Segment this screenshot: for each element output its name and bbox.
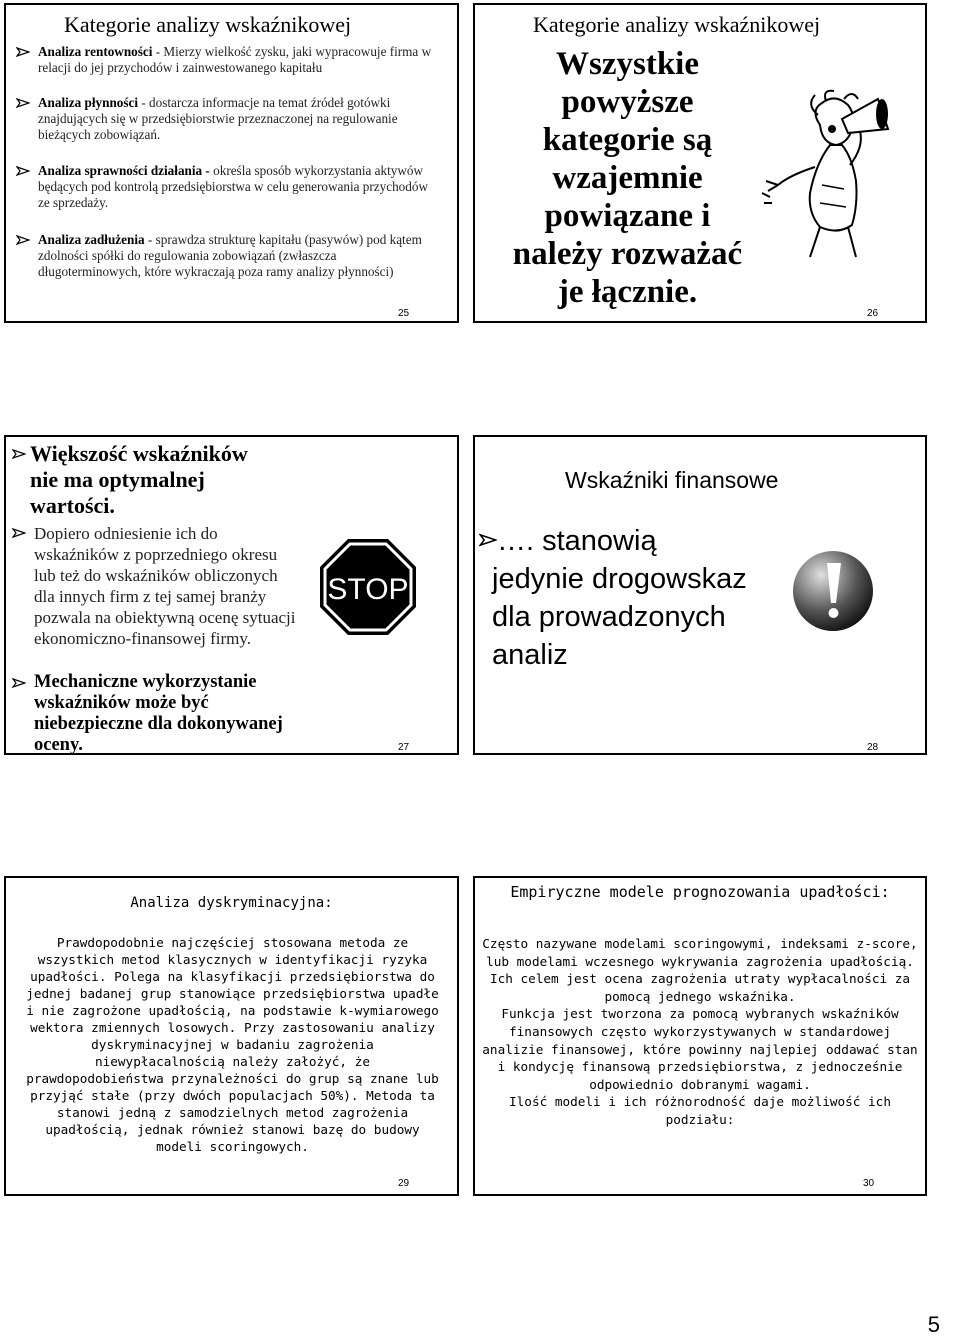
- bullet-text: - dostarcza informacje na temat źródeł gotówki znajdujących się w przedsiębiorstwie przeznaczonej na regulowanie bieżących zobowiązań.: [38, 95, 398, 142]
- slide-25: [4, 3, 459, 323]
- headline-line: Większość wskaźników: [30, 441, 248, 466]
- page-number: 5: [927, 1312, 940, 1337]
- bullet-item: [12, 523, 302, 649]
- slide-number: 25: [398, 308, 410, 319]
- arrow-bullet-icon: [16, 166, 30, 176]
- bullet-item: [16, 95, 441, 143]
- statement-line: jedynie drogowskaz: [492, 563, 747, 595]
- body-paragraph: Ich celem jest ocena zagrożenia utraty wypłacalności za pomocą jednego wskaźnika.: [489, 971, 911, 1004]
- statement-line: je łącznie.: [557, 274, 698, 310]
- arrow-bullet-icon: [12, 678, 26, 688]
- bullet-term: Analiza płynności: [38, 95, 139, 110]
- headline-line: wartości.: [30, 493, 115, 518]
- slide-number: 28: [867, 742, 879, 753]
- bullet-item: [12, 672, 302, 755]
- slide-number: 27: [398, 742, 410, 753]
- bullet-text: Mechaniczne wykorzystanie wskaźników może być niebezpieczne dla dokonywanej oceny.: [34, 672, 283, 755]
- arrow-bullet-icon: [479, 533, 497, 547]
- exclamation-icon: [791, 549, 875, 633]
- slide-28: [473, 435, 927, 755]
- statement-line: należy rozważać: [512, 236, 743, 272]
- bullet-text: - Mierzy wielkość zysku, jaki wypracowuje firma w relacji do jej przychodów i zainwestowanego kapitału: [38, 44, 432, 75]
- slide-30: [473, 876, 927, 1196]
- slide-headline: [12, 441, 312, 519]
- arrow-bullet-icon: [16, 47, 30, 57]
- bullet-item: [16, 163, 441, 211]
- bullet-item: [16, 44, 441, 76]
- slide-number: 26: [867, 308, 879, 319]
- slide-number: 29: [398, 1178, 410, 1189]
- statement-line: kategorie są: [542, 122, 713, 158]
- slide-title: Kategorie analizy wskaźnikowej: [64, 12, 352, 37]
- arrow-bullet-icon: [16, 98, 30, 108]
- statement-line: …. stanowią: [497, 525, 657, 557]
- statement-line: powyższe: [561, 84, 694, 120]
- bullet-term: Analiza sprawności działania -: [38, 163, 210, 178]
- slide-title: Kategorie analizy wskaźnikowej: [533, 12, 821, 37]
- slide-title: Analiza dyskryminacyjna:: [130, 895, 333, 911]
- bullet-item: [16, 232, 441, 280]
- slide-29: [4, 876, 459, 1196]
- slide-26: [473, 3, 927, 323]
- bullet-term: Analiza rentowności: [38, 44, 153, 59]
- stop-sign-text: STOP: [327, 573, 409, 606]
- slide-number: 30: [863, 1178, 875, 1189]
- statement-line: dla prowadzonych: [492, 601, 726, 633]
- slide-statement: [500, 45, 755, 311]
- slide-27: [4, 435, 459, 755]
- arrow-bullet-icon: [12, 528, 26, 538]
- body-paragraph: Funkcja jest tworzona za pomocą wybranych wskaźników finansowych często wykorzystywanych w standardowej analizie finansowej, które powinny najlepiej oddawać stan i kondycję finansową przedsiębiorstwa, z jednocześnie odpowiednio dobranymi wagami.: [482, 1006, 918, 1092]
- statement-line: analiz: [492, 639, 568, 671]
- statement-line: wzajemnie: [552, 160, 703, 196]
- arrow-bullet-icon: [16, 235, 30, 245]
- slide-statement: [479, 522, 799, 674]
- shouting-person-megaphone-icon: [760, 85, 910, 260]
- statement-line: Wszystkie: [556, 46, 699, 82]
- slide-title: Empiryczne modele prognozowania upadłości:: [510, 883, 890, 901]
- slide-body-text: Prawdopodobnie najczęściej stosowana metoda ze wszystkich metod klasycznych w identyfikacji ryzyka upadłości. Polega na klasyfikacji przedsiębiorstwa do jednej badanej grup stanowiące przedsiębiorstwa upadłe i nie zagrożone upadłością, na podstawie k-wymiarowego wektora zmiennych losowych. Przy zastosowaniu analizy dyskryminacyjnej w badaniu zagrożenia niewypłacalnością należy założyć, że prawdopodobieństwa przynależności do grup są znane lub przyjąć stałe (przy dwóch populacjach 50%). Metoda ta stanowi jedną z samodzielnych metod zagrożenia upadłością, jednak również stanowi bazę do budowy modeli scoringowych.: [26, 935, 439, 1154]
- stop-sign-icon: [318, 537, 418, 637]
- headline-line: nie ma optymalnej: [30, 467, 205, 492]
- bullet-text: Dopiero odniesienie ich do wskaźników z poprzedniego okresu lub też do wskaźników obliczonych dla innych firm z tej samej branży pozwala na obiektywną ocenę sytuacji ekonomiczno-finansowej firmy.: [34, 524, 296, 648]
- statement-line: powiązane i: [544, 198, 711, 234]
- body-paragraph: Ilość modeli i ich różnorodność daje możliwość ich podziału:: [509, 1094, 891, 1127]
- slide-title: Wskaźniki finansowe: [565, 467, 779, 493]
- bullet-text: - sprawdza strukturę kapitału (pasywów) pod kątem zdolności spółki do regulowania zobowiązań (zwłaszcza długoterminowych, które wykraczają poza ramy analizy płynności): [38, 232, 422, 279]
- body-paragraph: Często nazywane modelami scoringowymi, indeksami z-score, lub modelami wczesnego wykrywania zagrożenia upadłością.: [482, 936, 918, 969]
- arrow-bullet-icon: [12, 449, 26, 459]
- bullet-term: Analiza zadłużenia: [38, 232, 145, 247]
- bullet-text: określa sposób wykorzystania aktywów będących pod kontrolą przedsiębiorstwa w celu generowania przychodów ze sprzedaży.: [38, 163, 428, 210]
- slide-body-text: [475, 935, 925, 1129]
